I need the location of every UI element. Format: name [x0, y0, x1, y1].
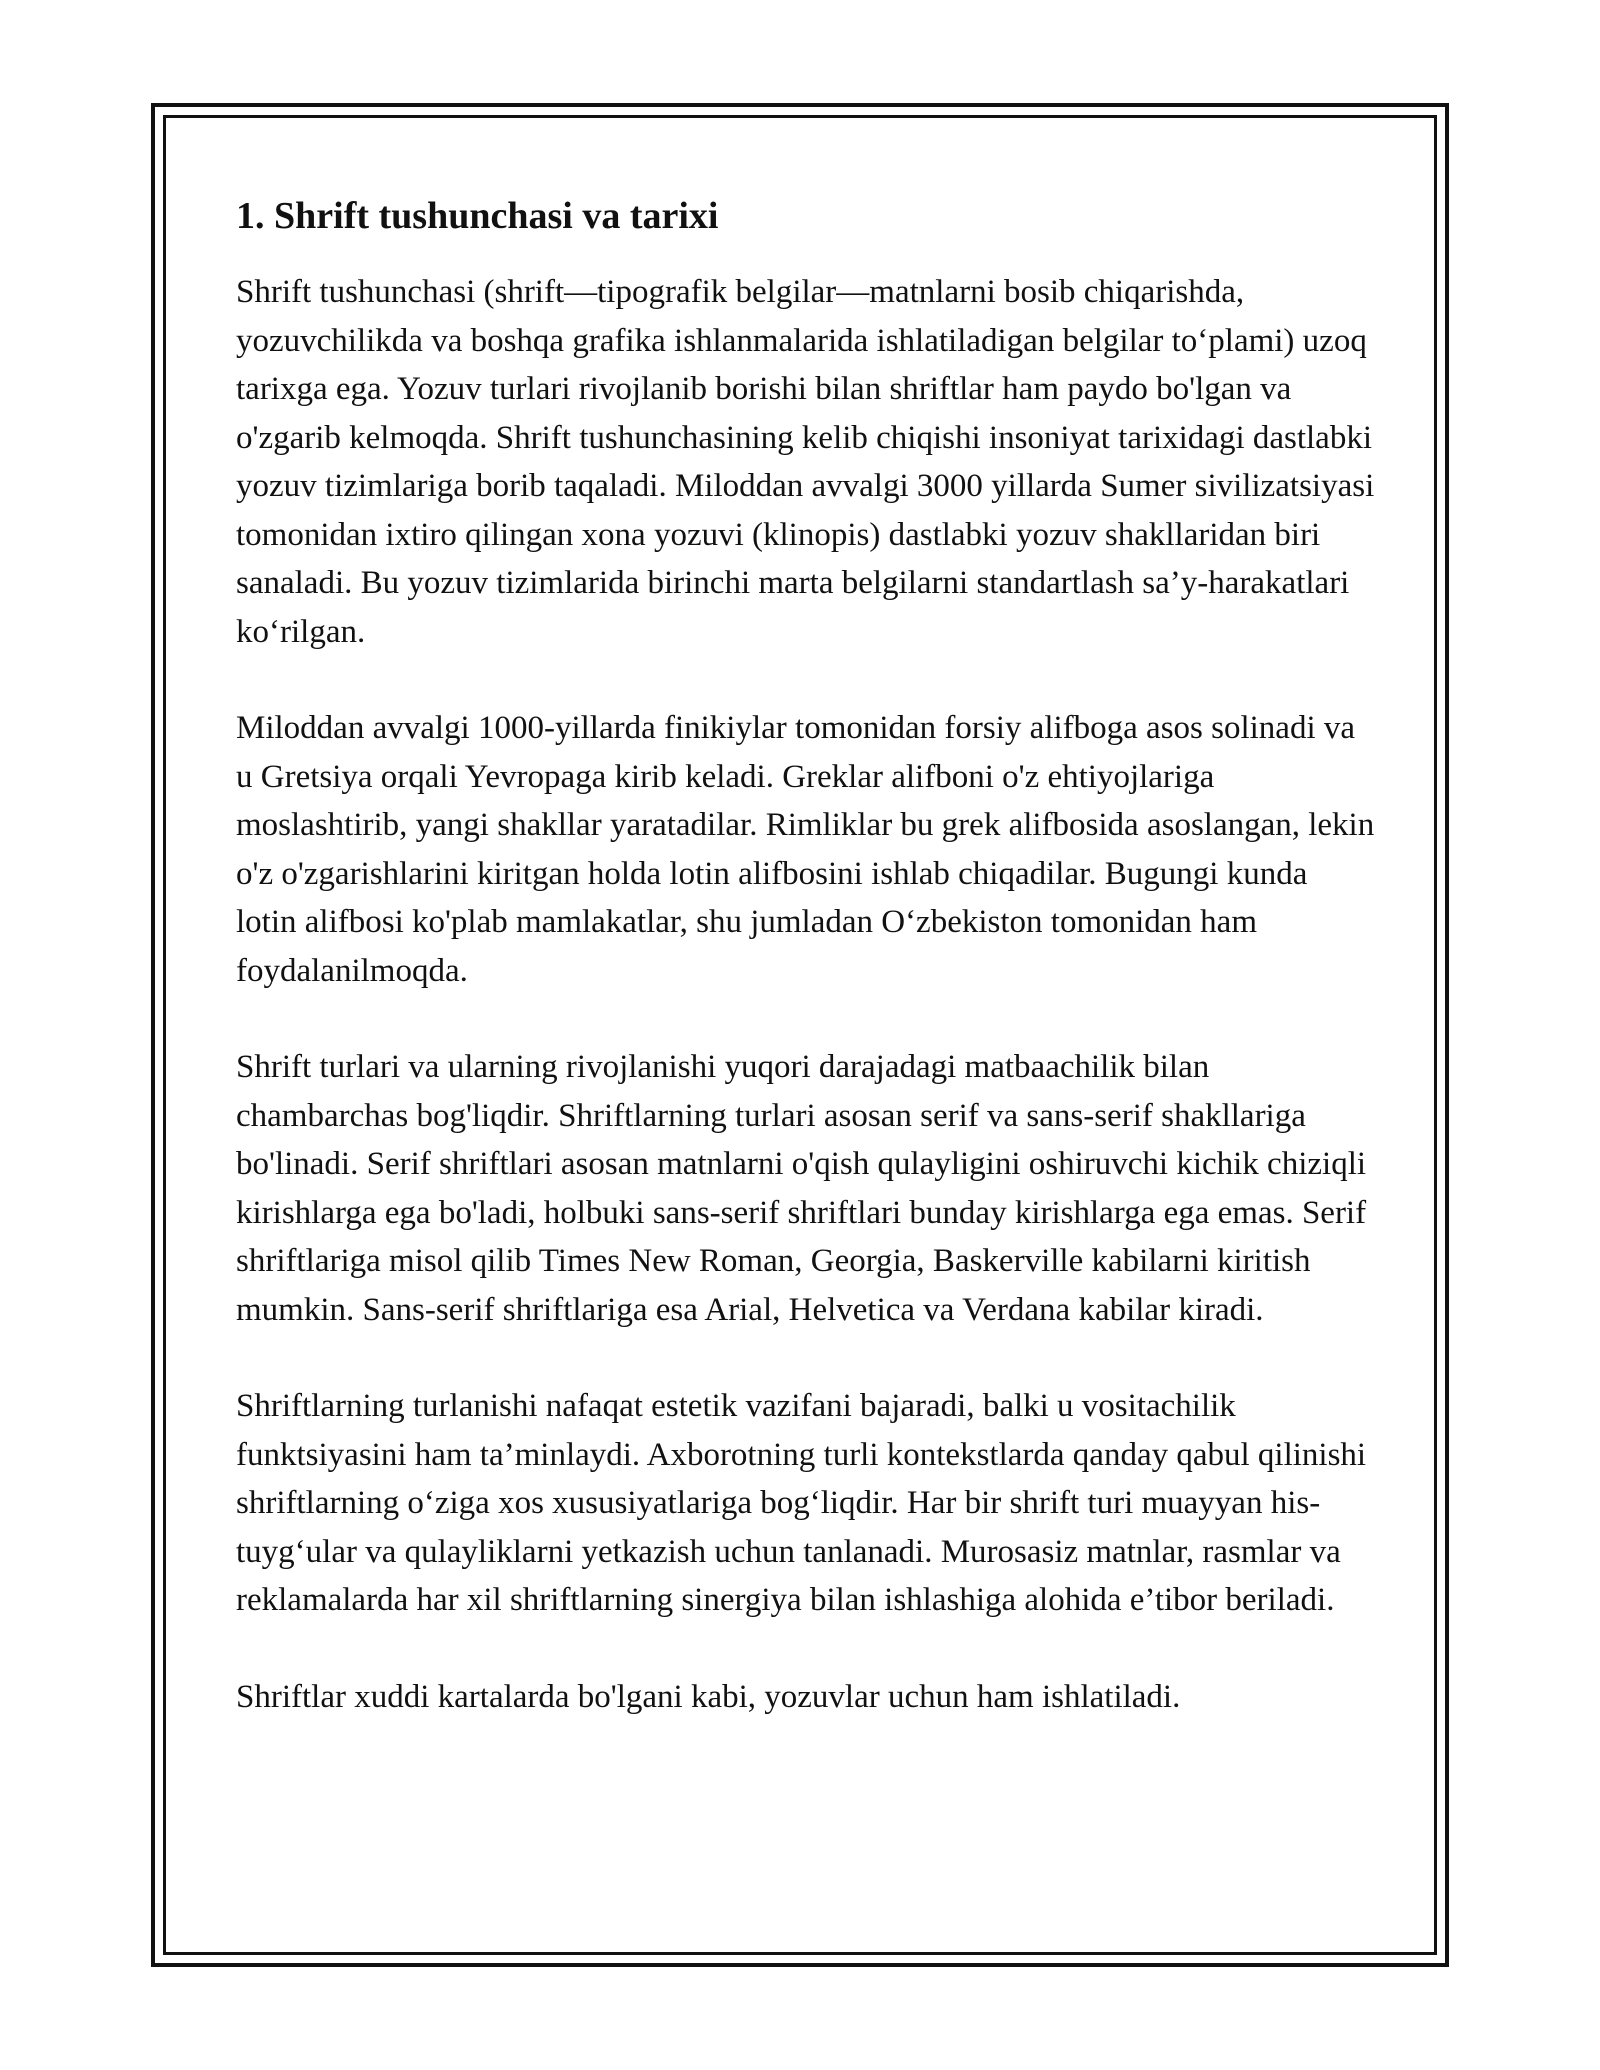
section-heading: 1. Shrift tushunchasi va tarixi [236, 195, 719, 237]
paragraph-closing: Shriftlar xuddi kartalarda bo'lgani kabi, yozuvlar uchun ham ishlatiladi. [236, 1678, 1181, 1715]
paragraph-font-function: Shriftlarning turlanishi nafaqat estetik vazifani bajaradi, balki u vositachilik funktsiyasini ham ta’minlaydi. Axborotning turli kontekstlarda qanday qabul qilinishi shriftlarning o‘ziga xos xususiyatlariga bog‘liqdir. Har bir shrift turi muayyan his-tuyg‘ular va qulayliklarni yetkazish uchun tanlanadi. Murosasiz matnlar, rasmlar va reklamalarda har xil shriftlarning sinergiya bilan ishlashiga alohida e’tibor beriladi. [236, 1388, 1367, 1618]
paragraph-font-types: Shrift turlari va ularning rivojlanishi yuqori darajadagi matbaachilik bilan chambarchas bog'liqdir. Shriftlarning turlari asosan serif va sans-serif shakllariga bo'linadi. Serif shriftlari asosan matnlarni o'qish qulayligini oshiruvchi kichik chiziqli kirishlarga ega bo'ladi, holbuki sans-serif shriftlari bunday kirishlarga ega emas. Serif shriftlariga misol qilib Times New Roman, Georgia, Baskerville kabilarni kiritish mumkin. Sans-serif shriftlariga esa Arial, Helvetica va Verdana kabilar kiradi. [236, 1049, 1367, 1328]
document-body [236, 190, 1376, 1769]
paragraph-alphabet-origin: Miloddan avvalgi 1000-yillarda finikiylar tomonidan forsiy alifboga asos solinadi va u Gretsiya orqali Yevropaga kirib keladi. Greklar alifboni o'z ehtiyojlariga moslashtirib, yangi shakllar yaratadilar. Rimliklar bu grek alifbosida asoslangan, lekin o'z o'zgarishlarini kiritgan holda lotin alifbosini ishlab chiqadilar. Bugungi kunda lotin alifbosi ko'plab mamlakatlar, shu jumladan O‘zbekiston tomonidan ham foydalanilmoqda. [236, 710, 1375, 989]
paragraph-history-intro: Shrift tushunchasi (shrift—tipografik belgilar—matnlarni bosib chiqarishda, yozuvchilikda va boshqa grafika ishlanmalarida ishlatiladigan belgilar to‘plami) uzoq tarixga ega. Yozuv turlari rivojlanib borishi bilan shriftlar ham paydo bo'lgan va o'zgarib kelmoqda. Shrift tushunchasining kelib chiqishi insoniyat tarixidagi dastlabki yozuv tizimlariga borib taqaladi. Miloddan avvalgi 3000 yillarda Sumer sivilizatsiyasi tomonidan ixtiro qilingan xona yozuvi (klinopis) dastlabki yozuv shakllaridan biri sanaladi. Bu yozuv tizimlarida birinchi marta belgilarni standartlash sa’y-harakatlari ko‘rilgan. [236, 274, 1375, 650]
